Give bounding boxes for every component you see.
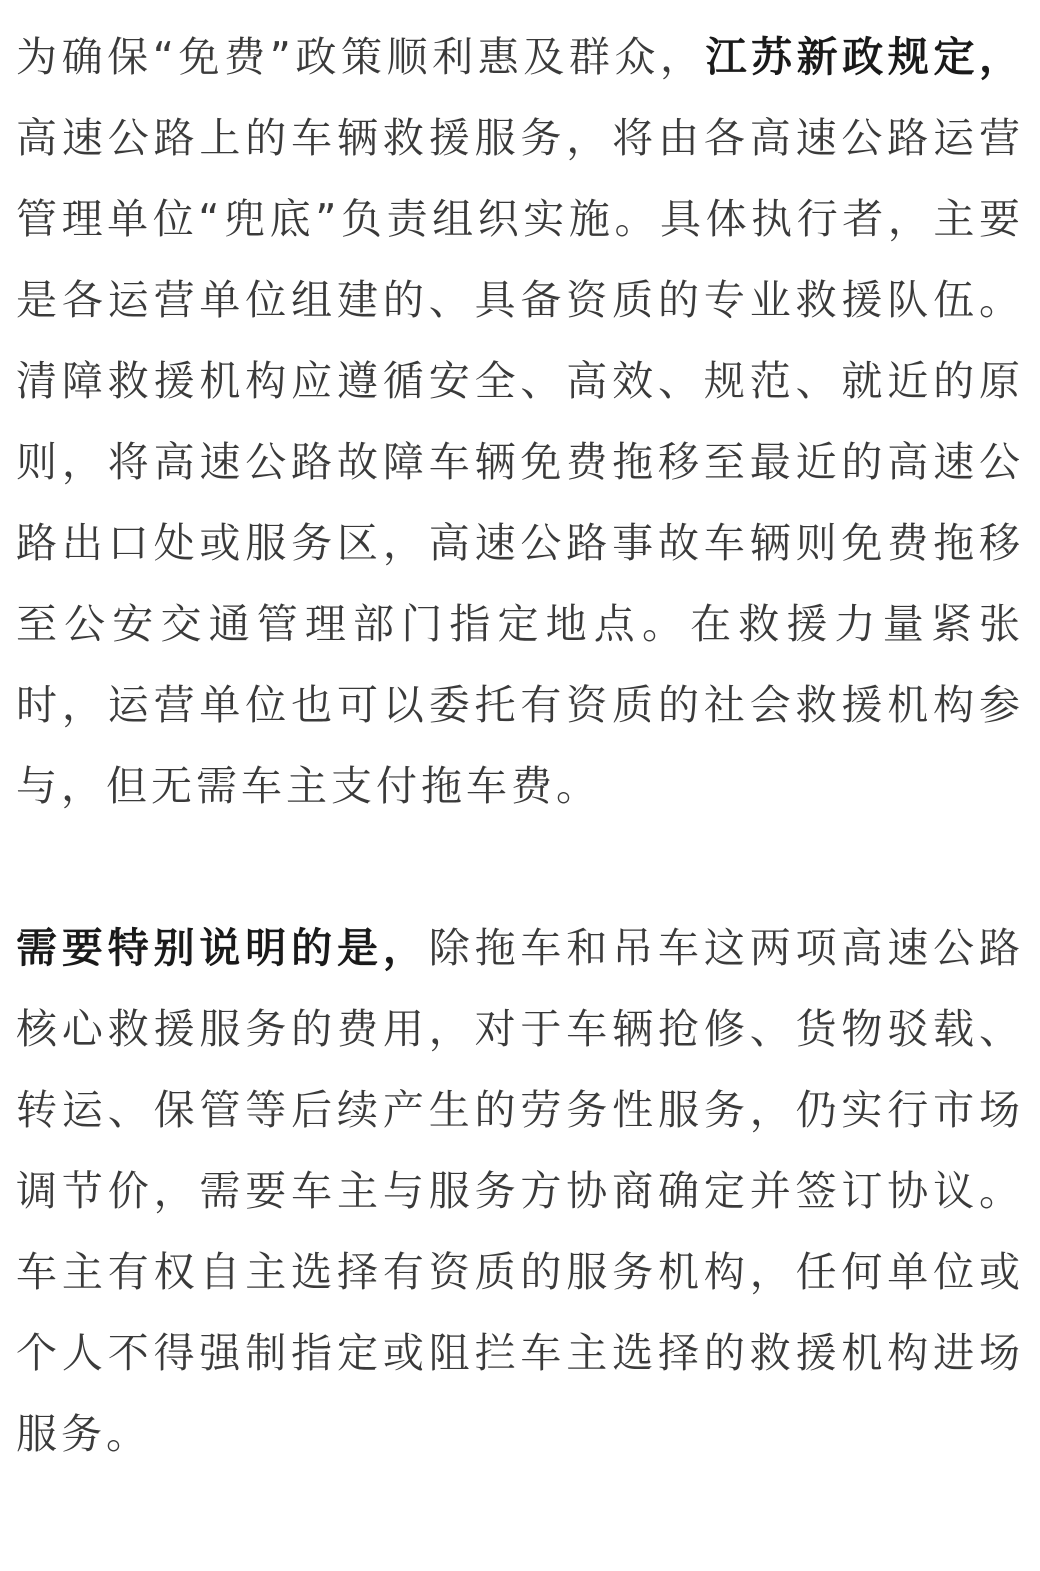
paragraph-text: 除拖车和吊车这两项高速公路核心救援服务的费用，对于车辆抢修、货物驳载、转运、保管等后续产生的劳务性服务，仍实行市场调节价，需要车主与服务方协商确定并签订协议。车主有权自主选择有资质的服务机构，任何单位或个人不得强制指定或阻拦车主选择的救援机构进场服务。 xyxy=(16,924,1025,1458)
emphasis-text: 江苏新政规定， xyxy=(705,33,1025,81)
paragraph-text: 为确保“免费”政策顺利惠及群众， xyxy=(16,33,706,81)
paragraph-text: 高速公路上的车辆救援服务，将由各高速公路运营管理单位“兜底”负责组织实施。具体执行者，主要是各运营单位组建的、具备资质的专业救援队伍。清障救援机构应遵循安全、高效、规范、就近的原则，将高速公路故障车辆免费拖移至最近的高速公路出口处或服务区，高速公路事故车辆则免费拖移至公安交通管理部门指定地点。在救援力量紧张时，运营单位也可以委托有资质的社会救援机构参与，但无需车主支付拖车费。 xyxy=(16,114,1024,810)
article-body xyxy=(16,17,1024,1475)
paragraph-free-rescue-policy xyxy=(16,17,1024,827)
emphasis-text: 需要特别说明的是， xyxy=(16,924,429,972)
paragraph-special-note xyxy=(16,908,1024,1475)
